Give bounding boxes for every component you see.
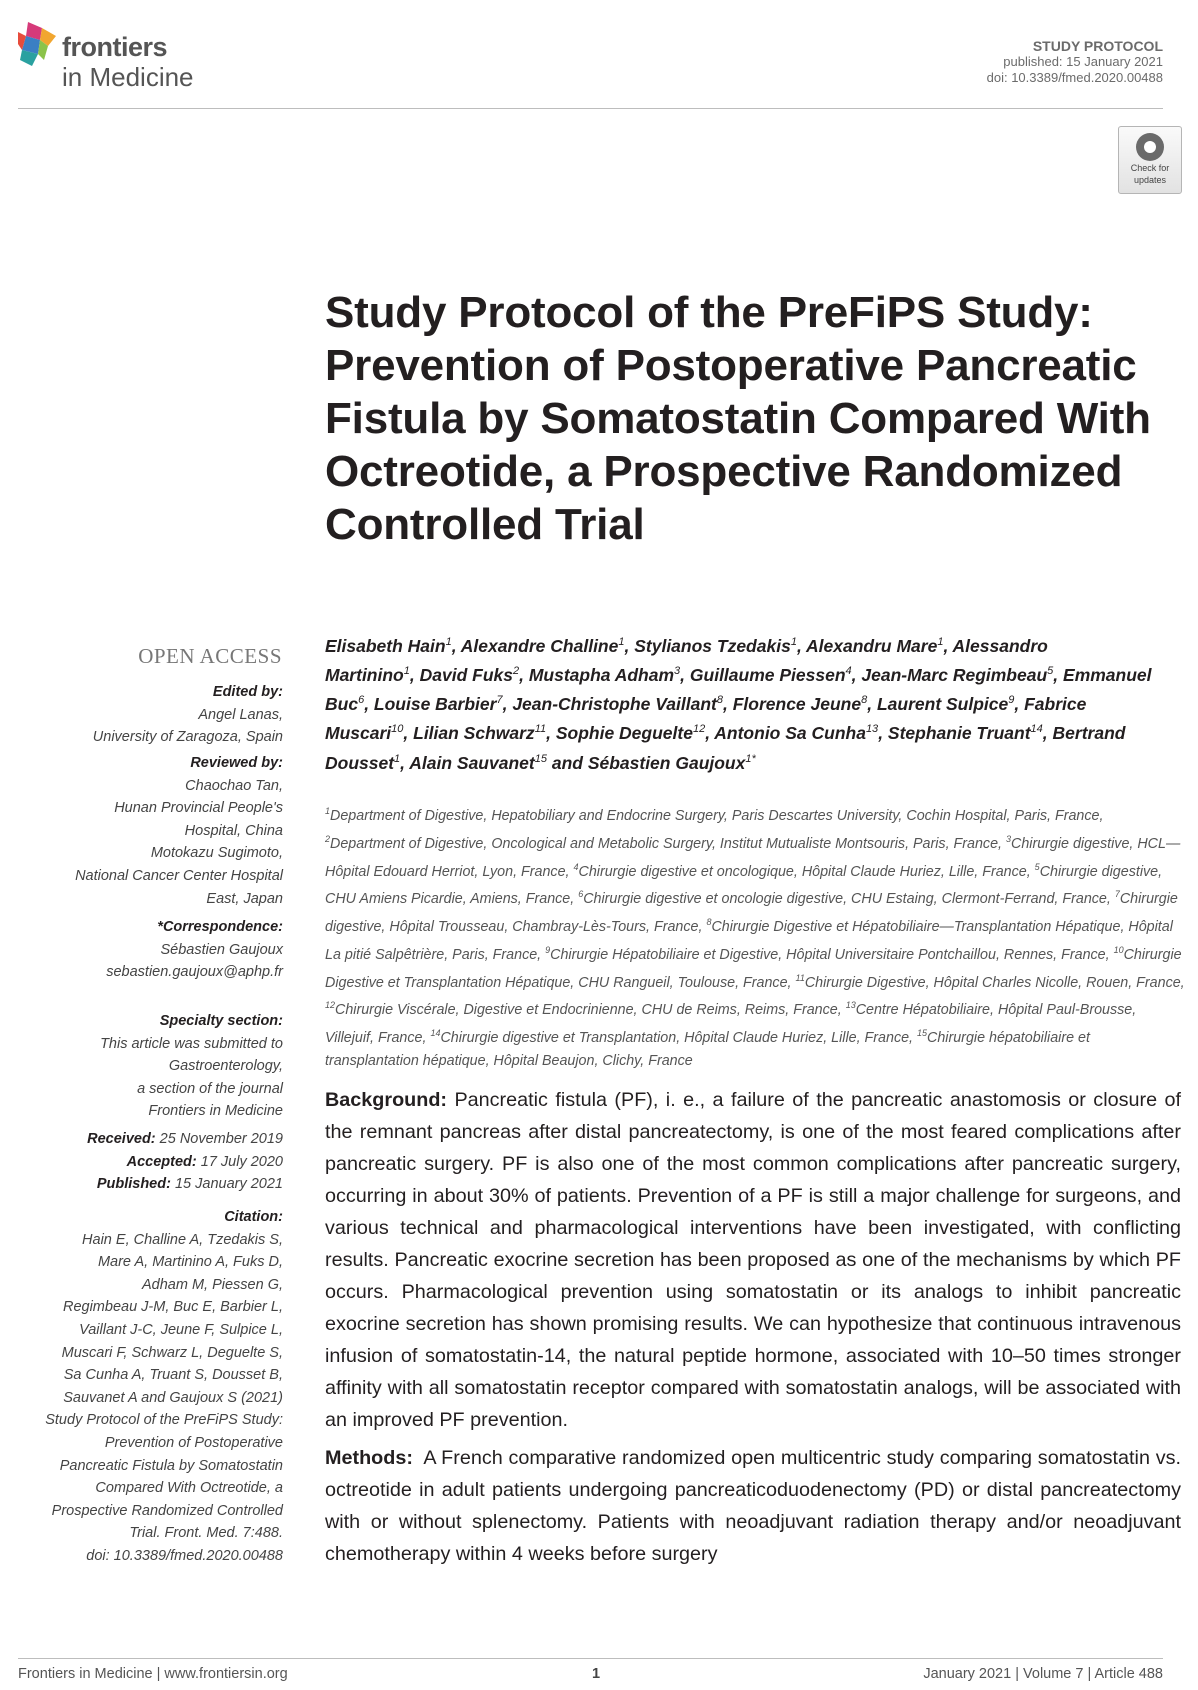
affiliation-number: 10 bbox=[1113, 944, 1124, 955]
citation-line: Hain E, Challine A, Tzedakis S, bbox=[82, 1231, 283, 1248]
author-separator: , bbox=[400, 752, 410, 773]
author-list bbox=[325, 630, 1185, 776]
citation-line: Pancreatic Fistula by Somatostatin bbox=[59, 1457, 283, 1474]
frontiers-logo-icon bbox=[18, 22, 58, 68]
correspondence-label: *Correspondence: bbox=[157, 919, 283, 935]
citation-line: Muscari F, Schwarz L, Deguelte S, bbox=[61, 1344, 283, 1361]
author-name[interactable]: Louise Barbier bbox=[373, 694, 497, 715]
author-separator: , bbox=[502, 694, 513, 715]
author-name[interactable]: Alexandru Mare bbox=[806, 635, 938, 656]
article-dates bbox=[87, 1128, 283, 1196]
published-date bbox=[87, 1173, 283, 1196]
author-name[interactable]: Sébastien Gaujoux bbox=[587, 752, 746, 773]
author-separator: , bbox=[943, 635, 953, 656]
author-separator: , bbox=[705, 723, 715, 744]
reviewed-by-line: Hunan Provincial People's bbox=[114, 800, 283, 817]
footer-journal-link[interactable]: Frontiers in Medicine | www.frontiersin.org bbox=[18, 1666, 288, 1682]
author-affiliation-marker: 2 bbox=[512, 665, 520, 678]
doi[interactable]: doi: 10.3389/fmed.2020.00488 bbox=[986, 70, 1163, 85]
author-name[interactable]: Laurent Sulpice bbox=[876, 694, 1009, 715]
affiliation-text: Chirurgie digestive et oncologique, Hôpital Claude Huriez, Lille, France, bbox=[578, 863, 1031, 880]
accepted-date bbox=[87, 1151, 283, 1174]
affiliation-number: 8 bbox=[706, 917, 712, 928]
author-separator: , bbox=[1042, 723, 1053, 744]
published-label: Published: bbox=[96, 1176, 171, 1193]
citation-line: Trial. Front. Med. 7:488. bbox=[129, 1525, 283, 1542]
specialty-section-label: Specialty section: bbox=[159, 1013, 283, 1029]
author-affiliation-marker: 1 bbox=[445, 636, 452, 648]
specialty-section bbox=[100, 1010, 283, 1123]
methods-heading: Methods: bbox=[325, 1447, 413, 1469]
citation-label: Citation: bbox=[224, 1209, 283, 1225]
author-name[interactable]: Fabrice Muscari bbox=[325, 694, 1087, 744]
citation-line: Prospective Randomized Controlled bbox=[51, 1502, 283, 1519]
author-affiliation-marker: 13 bbox=[865, 723, 879, 736]
affiliation-text: Chirurgie Digestive et Transplantation Hépatique, CHU Rangueil, Toulouse, France, bbox=[325, 946, 1182, 991]
specialty-section-line: a section of the journal bbox=[137, 1080, 283, 1097]
citation-line: doi: 10.3389/fmed.2020.00488 bbox=[86, 1547, 283, 1564]
affiliation-text: Chirurgie digestive, Hôpital Trousseau, Chambray-Lès-Tours, France, bbox=[325, 891, 1178, 935]
author-separator: , bbox=[451, 635, 461, 656]
author-affiliation-marker: 14 bbox=[1030, 723, 1043, 736]
affiliation-number: 15 bbox=[917, 1028, 928, 1039]
author-affiliation-marker: 4 bbox=[845, 665, 852, 678]
affiliation-number: 4 bbox=[573, 861, 579, 872]
author-affiliation-marker: 8 bbox=[716, 694, 723, 707]
accepted-label: Accepted: bbox=[126, 1153, 197, 1170]
author-name[interactable]: Bertrand Dousset bbox=[325, 723, 1126, 773]
author-name[interactable]: Jean-Marc Regimbeau bbox=[861, 664, 1048, 685]
author-separator: , bbox=[1014, 694, 1025, 715]
author-affiliation-marker: 15 bbox=[534, 752, 547, 765]
citation-line: Vaillant J-C, Jeune F, Sulpice L, bbox=[79, 1321, 283, 1338]
abstract-background bbox=[325, 1084, 1181, 1436]
affiliation-number: 12 bbox=[325, 1000, 336, 1011]
citation-line: Regimbeau J-M, Buc E, Barbier L, bbox=[62, 1299, 283, 1316]
published-date: published: 15 January 2021 bbox=[1003, 54, 1163, 69]
author-affiliation-marker: 8 bbox=[861, 694, 868, 707]
author-affiliation-marker: 6 bbox=[358, 694, 365, 707]
correspondence-line[interactable]: sebastien.gaujoux@aphp.fr bbox=[106, 964, 283, 981]
header-divider bbox=[18, 108, 1163, 109]
author-affiliation-marker: 1 bbox=[618, 636, 625, 648]
author-separator: , bbox=[722, 694, 733, 715]
author-affiliation-marker: 1 bbox=[394, 752, 401, 765]
author-separator: , bbox=[546, 723, 556, 744]
author-name[interactable]: Alessandro Martinino bbox=[325, 635, 1048, 685]
edited-by bbox=[93, 681, 283, 749]
updates-label: updates bbox=[1133, 175, 1167, 185]
reviewed-by-line: East, Japan bbox=[206, 890, 283, 907]
author-affiliation-marker: 11 bbox=[534, 723, 547, 736]
reviewed-by bbox=[75, 752, 283, 910]
page-number: 1 bbox=[592, 1666, 601, 1682]
author-affiliation-marker: 1 bbox=[403, 665, 410, 678]
author-name[interactable]: David Fuks bbox=[419, 664, 513, 685]
citation-line: Sa Cunha A, Truant S, Dousset B, bbox=[63, 1367, 283, 1384]
received-value: 25 November 2019 bbox=[159, 1131, 283, 1147]
author-name[interactable]: Guillaume Piessen bbox=[689, 664, 846, 685]
reviewed-by-label: Reviewed by: bbox=[190, 755, 283, 771]
affiliation-text: Centre Hépatobiliaire, Hôpital Paul-Brousse, Villejuif, France, bbox=[325, 1002, 1137, 1046]
author-separator: , bbox=[796, 635, 807, 656]
affiliation-number: 6 bbox=[578, 889, 584, 900]
citation-line: Study Protocol of the PreFiPS Study: bbox=[45, 1412, 283, 1429]
affiliation-text: Chirurgie digestive et Transplantation, Hôpital Claude Huriez, Lille, France, bbox=[440, 1029, 914, 1046]
affiliation-number: 2 bbox=[325, 833, 331, 844]
check-for-label: Check for bbox=[1130, 163, 1170, 173]
affiliation-number: 9 bbox=[545, 944, 551, 955]
author-affiliation-marker: 5 bbox=[1047, 665, 1054, 678]
article-type: STUDY PROTOCOL bbox=[1032, 38, 1163, 54]
author-separator: , bbox=[624, 635, 635, 656]
received-date bbox=[87, 1128, 283, 1151]
author-name[interactable]: Elisabeth Hain bbox=[325, 635, 446, 656]
author-name[interactable]: Lilian Schwarz bbox=[413, 723, 535, 744]
specialty-section-line: This article was submitted to bbox=[100, 1035, 283, 1052]
specialty-section-line: Gastroenterology, bbox=[168, 1058, 283, 1075]
author-affiliation-marker: 1 bbox=[937, 636, 944, 648]
open-access-label: OPEN ACCESS bbox=[138, 644, 282, 668]
citation-line: Compared With Octreotide, a bbox=[95, 1480, 283, 1497]
abstract-methods bbox=[325, 1442, 1181, 1570]
affiliation-text: Chirurgie hépatobiliaire et transplantation hépatique, Hôpital Beaujon, Clichy, France bbox=[325, 1029, 1090, 1069]
author-name[interactable]: Alexandre Challine bbox=[460, 635, 619, 656]
correspondence bbox=[106, 916, 283, 984]
citation-line: Adham M, Piessen G, bbox=[141, 1276, 283, 1293]
author-affiliation-marker: 7 bbox=[496, 694, 503, 707]
affiliation-text: Chirurgie Digestive, Hôpital Charles Nicolle, Rouen, France, bbox=[804, 974, 1185, 991]
citation-line: Sauvanet A and Gaujoux S (2021) bbox=[63, 1389, 283, 1406]
affiliation-list bbox=[325, 800, 1185, 1073]
edited-by-label: Edited by: bbox=[212, 684, 283, 700]
author-name[interactable]: Mustapha Adham bbox=[528, 664, 675, 685]
author-separator: , bbox=[364, 694, 374, 715]
author-separator: , bbox=[409, 664, 420, 685]
affiliation-text: Department of Digestive, Oncological and Metabolic Surgery, Institut Mutualiste Montsouris, Paris, France, bbox=[330, 835, 1002, 852]
affiliation-text: Chirurgie digestive, HCL—Hôpital Edouard Herriot, Lyon, France, bbox=[325, 835, 1181, 880]
author-affiliation-marker: 12 bbox=[692, 723, 706, 736]
author-affiliation-marker: 1* bbox=[745, 752, 756, 765]
affiliation-number: 3 bbox=[1005, 833, 1011, 844]
author-separator: , bbox=[519, 664, 529, 685]
article-title: Study Protocol of the PreFiPS Study: Prevention of Postoperative Pancreatic Fistula by Somatostatin Compared With Octreotide, a Prospective Randomized Controlled Trial bbox=[325, 288, 1151, 549]
reviewed-by-line: National Cancer Center Hospital bbox=[75, 867, 283, 884]
author-name[interactable]: Emmanuel Buc bbox=[325, 664, 1152, 715]
author-separator: , bbox=[878, 723, 888, 744]
update-badge-icon bbox=[1136, 133, 1164, 161]
author-separator: , bbox=[403, 723, 414, 744]
affiliation-text: Chirurgie digestive et oncologie digestive, CHU Estaing, Clermont-Ferrand, France, bbox=[583, 891, 1111, 908]
affiliation-number: 5 bbox=[1034, 861, 1040, 872]
citation-line: Mare A, Martinino A, Fuks D, bbox=[97, 1254, 283, 1271]
citation-line: Prevention of Postoperative bbox=[104, 1434, 283, 1451]
affiliation-number: 11 bbox=[795, 972, 805, 983]
background-heading: Background: bbox=[325, 1089, 447, 1111]
specialty-section-line: Frontiers in Medicine bbox=[148, 1103, 283, 1120]
published-value: 15 January 2021 bbox=[174, 1176, 283, 1193]
author-separator: and bbox=[546, 752, 588, 773]
affiliation-number: 14 bbox=[430, 1028, 441, 1039]
affiliation-text: Chirurgie Viscérale, Digestive et Endocrinienne, CHU de Reims, Reims, France, bbox=[335, 1002, 842, 1019]
author-separator: , bbox=[867, 694, 877, 715]
author-separator: , bbox=[851, 664, 862, 685]
author-separator: , bbox=[1053, 664, 1064, 685]
author-affiliation-marker: 3 bbox=[674, 665, 681, 678]
journal-name-line2: in Medicine bbox=[62, 62, 194, 92]
affiliation-number: 7 bbox=[1114, 889, 1120, 900]
author-name[interactable]: Sophie Deguelte bbox=[555, 723, 693, 744]
received-label: Received: bbox=[87, 1131, 156, 1147]
methods-text: A French comparative randomized open multicentric study comparing somatostatin vs. octreotide in adult patients undergoing pancreaticoduodenectomy (PD) or distal pancreatectomy with or without splenectomy. Patients with neoadjuvant radiation therapy and/or neoadjuvant chemotherapy within 4 weeks before surgery bbox=[325, 1447, 1181, 1565]
author-name[interactable]: Alain Sauvanet bbox=[409, 752, 535, 773]
author-name[interactable]: Florence Jeune bbox=[732, 694, 862, 715]
author-separator: , bbox=[680, 664, 690, 685]
reviewed-by-line: Hospital, China bbox=[184, 822, 283, 839]
journal-logo bbox=[18, 22, 228, 92]
footer-divider bbox=[18, 1658, 1163, 1659]
edited-by-line: University of Zaragoza, Spain bbox=[92, 729, 283, 746]
correspondence-line: Sébastien Gaujoux bbox=[160, 941, 283, 958]
reviewed-by-line: Chaochao Tan, bbox=[185, 777, 283, 794]
author-name[interactable]: Jean-Christophe Vaillant bbox=[512, 694, 717, 715]
affiliation-number: 1 bbox=[325, 806, 331, 816]
author-affiliation-marker: 10 bbox=[391, 723, 404, 736]
abstract bbox=[325, 1084, 1181, 1576]
affiliation-text: Chirurgie Hépatobiliaire et Digestive, Hôpital Universitaire Pontchaillou, Rennes, France, bbox=[550, 946, 1110, 963]
author-name[interactable]: Stylianos Tzedakis bbox=[634, 635, 791, 656]
journal-name-line1: frontiers bbox=[62, 32, 168, 62]
affiliation-text: Department of Digestive, Hepatobiliary and Endocrine Surgery, Paris Descartes University, Cochin Hospital, Paris, France, bbox=[330, 807, 1104, 824]
affiliation-text: Chirurgie Digestive et Hépatobiliaire—Transplantation Hépatique, Hôpital La pitié Salpêtrière, Paris, France, bbox=[325, 918, 1173, 963]
reviewed-by-line: Motokazu Sugimoto, bbox=[150, 845, 283, 862]
affiliation-text: Chirurgie digestive, CHU Amiens Picardie, Amiens, France, bbox=[325, 863, 1163, 908]
author-name[interactable]: Antonio Sa Cunha bbox=[714, 723, 866, 744]
article-header-info bbox=[763, 38, 1163, 86]
check-for-updates-button[interactable] bbox=[1118, 126, 1182, 194]
author-name[interactable]: Stephanie Truant bbox=[887, 723, 1031, 744]
edited-by-line: Angel Lanas, bbox=[198, 706, 283, 723]
accepted-value: 17 July 2020 bbox=[200, 1153, 283, 1170]
footer-issue-info: January 2021 | Volume 7 | Article 488 bbox=[923, 1666, 1163, 1682]
author-affiliation-marker: 1 bbox=[790, 636, 797, 648]
affiliation-number: 13 bbox=[845, 1000, 856, 1011]
citation bbox=[45, 1206, 283, 1568]
background-text: Pancreatic fistula (PF), i. e., a failure of the pancreatic anastomosis or closure of the remnant pancreas after distal pancreatectomy, is one of the most feared complications after pancreatic surgery. PF is also one of the most common complications after pancreatic surgery, occurring in about 30% of patients. Prevention of a PF is still a major challenge for surgeons, and various technical and pharmacological interventions have been investigated, with conflicting results. Pancreatic exocrine secretion has been proposed as one of the mechanisms by which PF occurs. Pharmacological prevention using somatostatin or its analogs to inhibit pancreatic exocrine secretion has shown promising results. We can hypothesize that continuous intravenous infusion of somatostatin-14, the natural peptide hormone, associated with 10–50 times stronger affinity with all somatostatin receptor compared with somatostatin analogs, will be associated with an improved PF prevention. bbox=[325, 1089, 1182, 1431]
author-affiliation-marker: 9 bbox=[1008, 694, 1015, 707]
